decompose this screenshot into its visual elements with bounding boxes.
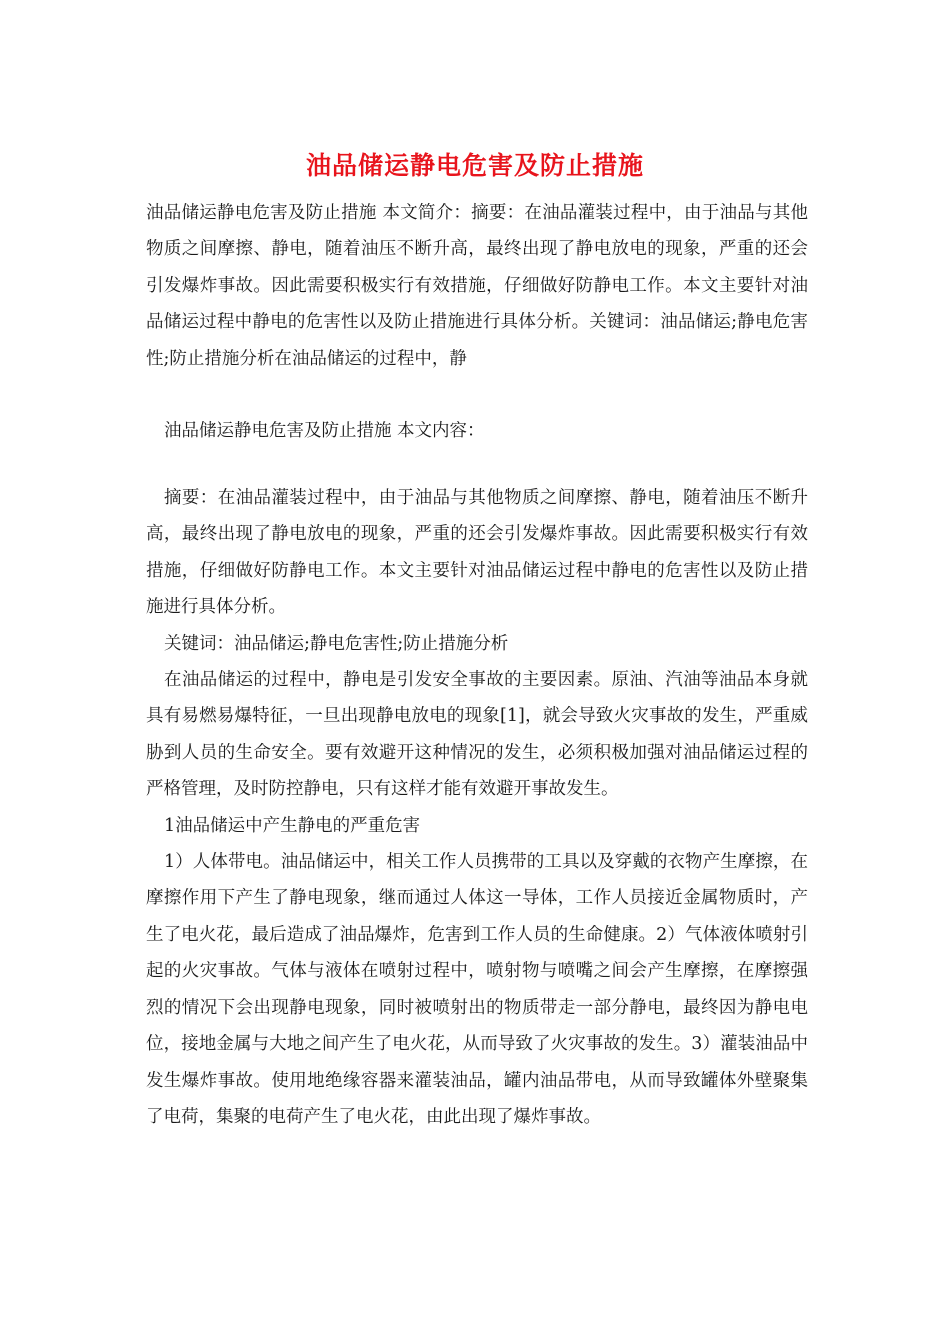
keywords-paragraph: 关键词：油品储运;静电危害性;防止措施分析 <box>164 633 509 654</box>
main-content <box>146 480 808 1135</box>
body-paragraph: 1）人体带电。油品储运中，相关工作人员携带的工具以及穿戴的衣物产生摩擦，在摩擦作用下产生了静电现象，继而通过人体这一导体，工作人员接近金属物质时，产生了电火花，最后造成了油品爆炸，危害到工作人员的生命健康。2）气体液体喷射引起的火灾事故。气体与液体在喷射过程中，喷射物与喷嘴之间会产生摩擦，在摩擦强烈的情况下会出现静电现象，同时被喷射出的物质带走一部分静电，最终因为静电电位，接地金属与大地之间产生了电火花，从而导致了火灾事故的发生。3）灌装油品中发生爆炸事故。使用地绝缘容器来灌装油品，罐内油品带电，从而导致罐体外壁聚集了电荷，集聚的电荷产生了电火花，由此出现了爆炸事故。 <box>146 852 808 1127</box>
body-paragraph: 在油品储运的过程中，静电是引发安全事故的主要因素。原油、汽油等油品本身就具有易燃易爆特征，一旦出现静电放电的现象[1]，就会导致火灾事故的发生，严重威胁到人员的生命安全。要有效避开这种情况的发生，必须积极加强对油品储运过程的严格管理，及时防控静电，只有这样才能有效避开事故发生。 <box>146 670 808 800</box>
section-heading: 1油品储运中产生静电的严重危害 <box>164 815 421 836</box>
abstract-paragraph: 摘要：在油品灌装过程中，由于油品与其他物质之间摩擦、静电，随着油压不断升高，最终出现了静电放电的现象，严重的还会引发爆炸事故。因此需要积极实行有效措施，仔细做好防静电工作。本文主要针对油品储运过程中静电的危害性以及防止措施进行具体分析。 <box>146 488 808 618</box>
content-heading: 油品储运静电危害及防止措施 本文内容： <box>164 421 485 441</box>
intro-paragraph: 油品储运静电危害及防止措施 本文简介：摘要：在油品灌装过程中，由于油品与其他物质之间摩擦、静电，随着油压不断升高，最终出现了静电放电的现象，严重的还会引发爆炸事故。因此需要积极实行有效措施，仔细做好防静电工作。本文主要针对油品储运过程中静电的危害性以及防止措施进行具体分析。关键词：油品储运;静电危害性;防止措施分析在油品储运的过程中，静 <box>146 203 808 369</box>
document-title: 油品储运静电危害及防止措施 <box>305 151 644 180</box>
